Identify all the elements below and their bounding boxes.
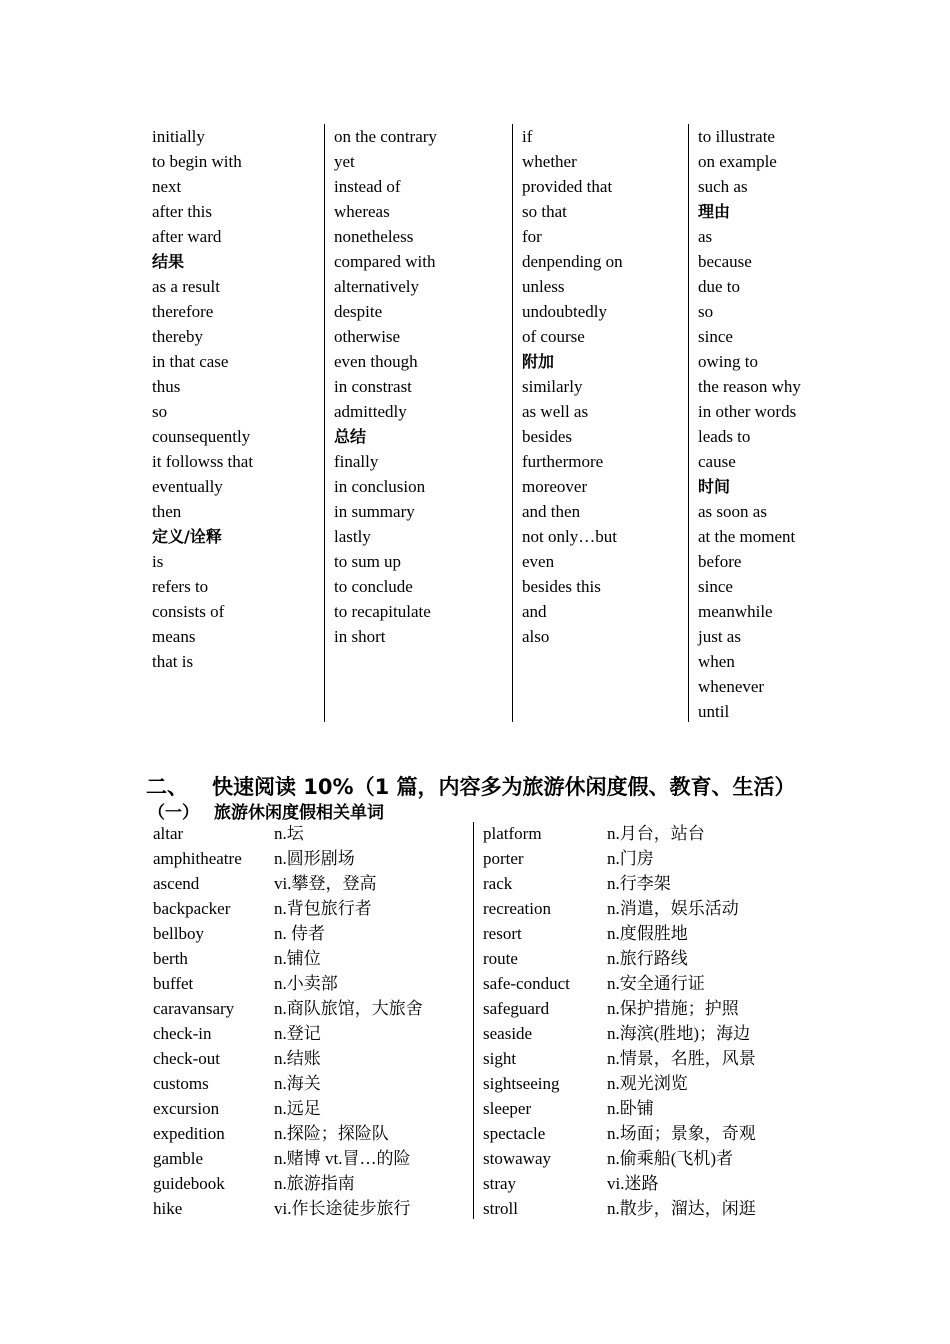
vocab-definition: n.安全通行证 [607,974,705,993]
vocab-entry [153,946,463,971]
connector-word: unless [522,277,565,296]
connector-word: whenever [698,677,765,696]
connector-word: similarly [522,377,583,396]
connector-word: thereby [152,327,203,346]
vocab-definition: n.小卖部 [274,974,338,993]
connector-word: in short [334,627,386,646]
vocab-definition: n.登记 [274,1024,321,1043]
connector-word: in conclusion [334,477,426,496]
subsection-title-text: 旅游休闲度假相关单词 [214,803,384,823]
connector-word: counsequently [152,427,251,446]
vocab-entry [153,996,463,1021]
connector-word: refers to [152,577,209,596]
vocab-word: gamble [153,1149,204,1168]
connector-word: as well as [522,402,589,421]
vocab-word: check-in [153,1024,212,1043]
category-heading: 理由 [698,202,731,221]
vocab-definition: n.度假胜地 [607,924,688,943]
vocab-word: caravansary [153,999,235,1018]
vocab-list-left [153,821,463,1221]
connector-word: initially [152,127,205,146]
column-divider [512,124,513,722]
connector-word: is [152,552,164,571]
category-heading: 时间 [698,477,731,496]
vocab-word: stowaway [483,1149,551,1168]
vocab-word: rack [483,874,513,893]
connector-word: provided that [522,177,613,196]
vocab-entry [483,1146,803,1171]
vocab-definition: n.观光浏览 [607,1074,688,1093]
connector-word: after this [152,202,212,221]
connector-word: admittedly [334,402,407,421]
vocab-definition: n.旅行路线 [607,949,688,968]
connector-word: next [152,177,182,196]
vocab-definition: n.远足 [274,1099,321,1118]
connector-word: if [522,127,533,146]
connector-word: as [698,227,713,246]
vocab-definition: n.圆形剧场 [274,849,355,868]
connector-word: also [522,627,550,646]
vocab-definition: n.商队旅馆，大旅舍 [274,999,423,1018]
vocab-word: customs [153,1074,209,1093]
connector-word: when [698,652,735,671]
connector-word: besides this [522,577,601,596]
connector-word: thus [152,377,181,396]
vocab-word: spectacle [483,1124,546,1143]
vocab-entry [483,1046,803,1071]
vocab-entry [153,971,463,996]
vocab-definition: n.卧铺 [607,1099,654,1118]
vocab-entry [483,996,803,1021]
vocab-word: berth [153,949,188,968]
connector-word: as a result [152,277,220,296]
connector-word: before [698,552,742,571]
connector-word: since [698,577,733,596]
vocab-entry [153,821,463,846]
section-number: 二、 [146,775,188,799]
vocab-definition: n.铺位 [274,949,321,968]
vocab-word: guidebook [153,1174,225,1193]
connector-word: that is [152,652,194,671]
connector-word: until [698,702,730,721]
connector-word: and then [522,502,581,521]
vocab-word: backpacker [153,899,231,918]
connector-word: to begin with [152,152,242,171]
vocab-entry [153,871,463,896]
connector-column-3 [522,124,623,649]
vocab-definition: n.坛 [274,824,304,843]
vocab-word: altar [153,824,184,843]
connector-word: denpending on [522,252,623,271]
vocab-entry [483,871,803,896]
vocab-definition: n.行李架 [607,874,671,893]
connector-word: whereas [334,202,390,221]
connector-word: besides [522,427,573,446]
connector-word: nonetheless [334,227,414,246]
connector-word: to recapitulate [334,602,431,621]
vocab-word: amphitheatre [153,849,242,868]
vocab-entry [153,921,463,946]
connector-word: instead of [334,177,401,196]
connector-word: undoubtedly [522,302,607,321]
vocab-entry [483,846,803,871]
subsection-heading [148,798,384,823]
connector-word: to sum up [334,552,402,571]
vocab-word: buffet [153,974,194,993]
vocab-word: platform [483,824,542,843]
vocab-entry [153,1146,463,1171]
vocab-word: seaside [483,1024,533,1043]
category-heading: 附加 [522,352,555,371]
connector-word: furthermore [522,452,604,471]
vocab-entry [483,921,803,946]
connector-word: leads to [698,427,751,446]
vocab-entry [153,1046,463,1071]
connector-column-1 [152,124,253,674]
connector-word: in that case [152,352,229,371]
vocab-definition: n.散步，溜达，闲逛 [607,1199,756,1218]
vocab-word: bellboy [153,924,204,943]
vocab-definition: n.旅游指南 [274,1174,355,1193]
connector-word: even [522,552,555,571]
connector-word: meanwhile [698,602,773,621]
connector-word: in constrast [334,377,412,396]
section-heading [146,771,796,801]
connector-word: at the moment [698,527,796,546]
connector-word: so that [522,202,567,221]
vocab-word: ascend [153,874,200,893]
connector-word: since [698,327,733,346]
column-divider [688,124,689,722]
connector-word: so [152,402,168,421]
connector-word: in summary [334,502,415,521]
vocab-word: sightseeing [483,1074,560,1093]
category-heading: 总结 [334,427,367,446]
vocab-definition: n.赌博 vt.冒…的险 [274,1149,411,1168]
vocab-list-right [483,821,803,1221]
vocab-entry [153,1121,463,1146]
vocab-definition: n.消遣，娱乐活动 [607,899,739,918]
vocab-word: sleeper [483,1099,532,1118]
vocab-entry [483,896,803,921]
vocab-definition: n.门房 [607,849,654,868]
connector-word: because [698,252,752,271]
vocab-entry [483,1021,803,1046]
connector-word: despite [334,302,383,321]
vocab-definition: n.月台，站台 [607,824,705,843]
vocab-entry [483,1196,803,1221]
connector-word: the reason why [698,377,801,396]
connector-word: on example [698,152,777,171]
vocab-entry [483,1096,803,1121]
connector-word: so [698,302,714,321]
vocab-word: safe-conduct [483,974,570,993]
connector-word: whether [522,152,577,171]
connector-word: consists of [152,602,225,621]
vocab-entry [153,1071,463,1096]
connector-word: to conclude [334,577,413,596]
connector-word: otherwise [334,327,401,346]
connector-word: and [522,602,547,621]
connector-word: after ward [152,227,222,246]
vocab-divider [473,822,474,1219]
vocab-definition: n.海滨(胜地)；海边 [607,1024,751,1043]
connector-word: cause [698,452,736,471]
vocab-word: check-out [153,1049,221,1068]
vocab-word: route [483,949,518,968]
section-title-text: 快速阅读 10%（1 篇，内容多为旅游休闲度假、教育、生活） [212,775,796,799]
connector-word: then [152,502,182,521]
vocab-entry [483,821,803,846]
vocab-definition: n.保护措施；护照 [607,999,739,1018]
connector-word: moreover [522,477,588,496]
vocab-entry [483,946,803,971]
vocab-word: safeguard [483,999,550,1018]
connector-word: owing to [698,352,758,371]
connector-word: to illustrate [698,127,775,146]
vocab-entry [483,1071,803,1096]
vocab-definition: n.探险；探险队 [274,1124,389,1143]
vocab-entry [153,1021,463,1046]
vocab-entry [153,1171,463,1196]
vocab-word: expedition [153,1124,225,1143]
vocab-definition: n.场面；景象，奇观 [607,1124,756,1143]
connector-word: due to [698,277,741,296]
vocab-definition: n.偷乘船(飞机)者 [607,1149,734,1168]
vocab-definition: vi.迷路 [607,1174,659,1193]
vocab-definition: n. 侍者 [274,924,325,943]
connector-word: yet [334,152,355,171]
connector-word: not only…but [522,527,617,546]
connector-word: as soon as [698,502,767,521]
vocab-entry [483,971,803,996]
connector-word: eventually [152,477,223,496]
category-heading: 结果 [152,252,185,271]
vocab-entry [153,1096,463,1121]
subsection-number: （一） [148,803,199,823]
vocab-word: porter [483,849,524,868]
vocab-word: excursion [153,1099,220,1118]
connector-word: just as [698,627,741,646]
vocab-definition: n.海关 [274,1074,321,1093]
connector-column-4 [698,124,801,724]
vocab-word: sight [483,1049,517,1068]
connector-word: of course [522,327,585,346]
vocab-word: stroll [483,1199,518,1218]
connector-word: alternatively [334,277,419,296]
column-divider [324,124,325,722]
vocab-entry [153,896,463,921]
vocab-word: recreation [483,899,551,918]
connector-word: such as [698,177,748,196]
vocab-entry [153,1196,463,1221]
vocab-word: resort [483,924,522,943]
vocab-definition: vi.作长途徒步旅行 [274,1199,411,1218]
vocab-word: stray [483,1174,517,1193]
vocab-entry [483,1171,803,1196]
vocab-definition: n.背包旅行者 [274,899,372,918]
connector-word: compared with [334,252,436,271]
connector-word: finally [334,452,379,471]
connector-word: in other words [698,402,797,421]
connector-column-2 [334,124,437,649]
connector-word: even though [334,352,418,371]
category-heading: 定义/诠释 [152,527,222,546]
vocab-definition: vi.攀登，登高 [274,874,377,893]
vocab-entry [483,1121,803,1146]
vocab-definition: n.结账 [274,1049,321,1068]
connector-word: it followss that [152,452,254,471]
connector-word: for [522,227,542,246]
connector-word: on the contrary [334,127,437,146]
connector-word: lastly [334,527,371,546]
vocab-definition: n.情景，名胜，风景 [607,1049,756,1068]
connector-word: means [152,627,196,646]
vocab-word: hike [153,1199,183,1218]
connector-word: therefore [152,302,214,321]
vocab-entry [153,846,463,871]
